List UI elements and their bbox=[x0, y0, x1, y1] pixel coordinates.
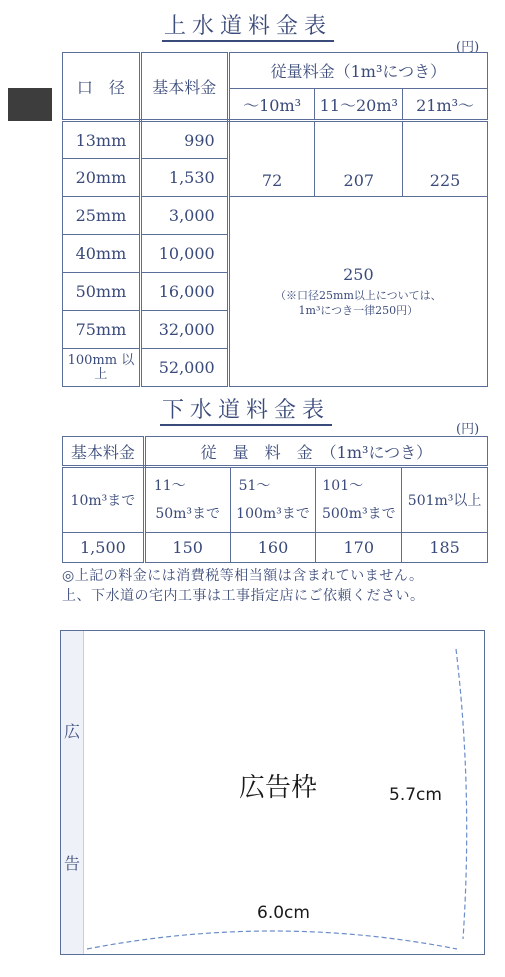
row-diameter: 75mm bbox=[63, 311, 141, 349]
ad-height-label: 5.7cm bbox=[389, 785, 442, 805]
water-rate-table bbox=[62, 52, 488, 387]
large-rate-note-1: （※口径25mm以上については、 bbox=[275, 289, 442, 302]
water-table-title: 上水道料金表 bbox=[162, 14, 334, 42]
sewer-value: 150 bbox=[144, 533, 230, 563]
large-rate: 250 bbox=[343, 265, 374, 284]
ad-frame bbox=[60, 630, 485, 955]
ad-width-label: 6.0cm bbox=[257, 903, 310, 923]
sewer-tier-3 bbox=[316, 467, 402, 533]
row-fee: 52,000 bbox=[140, 349, 228, 387]
row-fee: 10,000 bbox=[140, 235, 228, 273]
header-diameter: 口 径 bbox=[63, 53, 141, 121]
row-diameter: 40mm bbox=[63, 235, 141, 273]
row-diameter: 13mm bbox=[63, 121, 141, 159]
notes bbox=[62, 566, 425, 606]
row-fee: 990 bbox=[140, 121, 228, 159]
row-diameter: 20mm bbox=[63, 159, 141, 197]
header-tier1: 〜10m³ bbox=[228, 89, 315, 121]
ad-label: 広告枠 bbox=[239, 773, 318, 803]
sewer-value: 1,500 bbox=[63, 533, 145, 563]
row-diameter: 50mm bbox=[63, 273, 141, 311]
row-fee: 32,000 bbox=[140, 311, 228, 349]
tier-label-top: 51〜 bbox=[238, 478, 271, 494]
sewer-header-base: 基本料金 bbox=[63, 437, 145, 467]
row-diameter: 100mm 以上 bbox=[63, 349, 141, 387]
ad-side-char: 広 bbox=[64, 722, 81, 741]
small-rate-3: 225 bbox=[403, 121, 488, 197]
sewer-unit: (円) bbox=[456, 422, 480, 437]
sewer-value: 160 bbox=[230, 533, 316, 563]
sewer-tier-1 bbox=[144, 467, 230, 533]
tier-label-bottom: 500m³まで bbox=[321, 506, 396, 522]
large-rate-note-2: 1m³につき一律250円） bbox=[298, 304, 419, 317]
small-rate-2: 207 bbox=[315, 121, 403, 197]
side-marker bbox=[8, 88, 52, 121]
row-diameter: 25mm bbox=[63, 197, 141, 235]
water-unit: (円) bbox=[456, 40, 480, 55]
note-tax: ◎上記の料金には消費税等相当額は含まれていません。 bbox=[62, 568, 424, 584]
row-fee: 1,530 bbox=[140, 159, 228, 197]
sewer-rate-table bbox=[62, 436, 488, 563]
sewer-value: 170 bbox=[316, 533, 402, 563]
header-tier2: 11〜20m³ bbox=[315, 89, 403, 121]
note-construction: 上、下水道の宅内工事は工事指定店にご依頼ください。 bbox=[62, 588, 425, 604]
header-tier3: 21m³〜 bbox=[403, 89, 488, 121]
tier-label-top: 101〜 bbox=[322, 478, 364, 494]
sewer-base-sub: 10m³まで bbox=[63, 467, 145, 533]
sewer-tier-4: 501m³以上 bbox=[402, 467, 488, 533]
sewer-value: 185 bbox=[402, 533, 488, 563]
sewer-table-title: 下水道料金表 bbox=[160, 398, 332, 426]
large-rate-cell bbox=[228, 197, 487, 387]
sewer-header-metered: 従 量 料 金 （1m³につき） bbox=[144, 437, 487, 467]
tier-label-top: 11〜 bbox=[153, 478, 186, 494]
small-rate-1: 72 bbox=[228, 121, 315, 197]
tier-label-bottom: 50m³まで bbox=[155, 506, 221, 522]
header-metered: 従量料金（1m³につき） bbox=[228, 53, 487, 89]
ad-side-char: 告 bbox=[64, 854, 81, 873]
row-fee: 16,000 bbox=[140, 273, 228, 311]
tier-label-bottom: 100m³まで bbox=[236, 506, 310, 522]
header-base-fee: 基本料金 bbox=[140, 53, 228, 121]
sewer-tier-2 bbox=[230, 467, 316, 533]
row-fee: 3,000 bbox=[140, 197, 228, 235]
